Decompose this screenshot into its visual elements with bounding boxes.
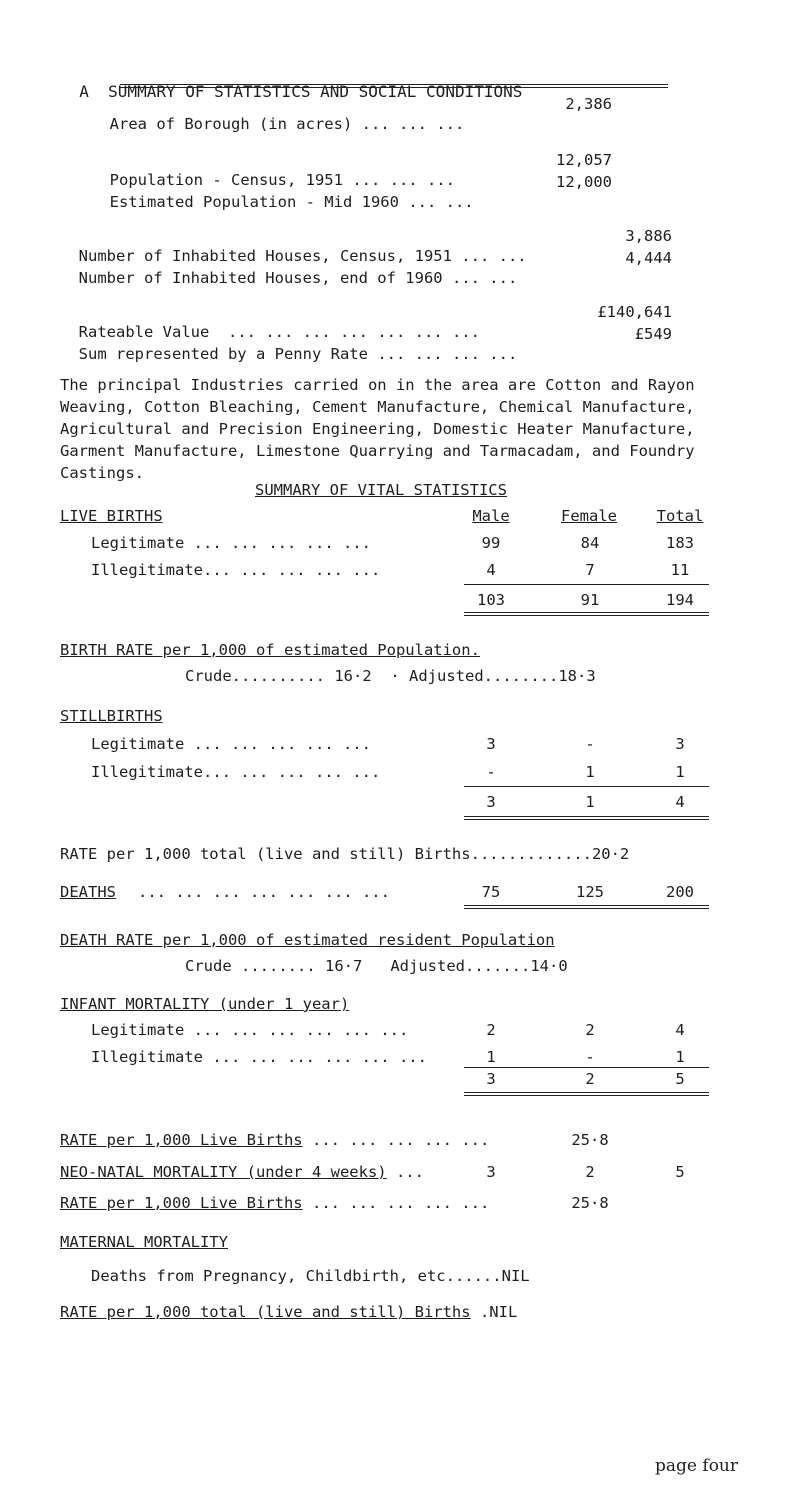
birth-adjusted-dots: ........: [483, 667, 559, 685]
neonatal-dots: ...: [395, 1163, 424, 1181]
still-legit-dots: ... ... ... ... ...: [193, 735, 371, 753]
infant-legit-dots: ... ... ... ... ... ...: [193, 1021, 409, 1039]
live-total-double-rule: [464, 612, 709, 616]
live-births-heading: LIVE BIRTHS: [60, 507, 163, 525]
industries-paragraph: The principal Industries carried on in the area are Cotton and Rayon Weaving, Cotton Bleaching, Cement Manufacture, Chemical Manufacture, Agricultural and Precision Engineering, Domestic Heater Manufacture, Garment Manufacture, Limestone Quarrying and Tarmacadam, and Foundry Castings.: [60, 376, 695, 482]
still-illegit-total: 1: [675, 763, 685, 781]
deaths-total: 200: [666, 883, 694, 901]
page-number: page four: [655, 1456, 738, 1476]
still-legit-row: [91, 734, 371, 754]
still-illegit-male: -: [486, 763, 496, 781]
still-total-total: 4: [675, 793, 685, 811]
maternal-deaths-value: NIL: [501, 1267, 530, 1285]
houses-end-dots: ... ...: [451, 269, 518, 287]
still-total-male: 3: [486, 793, 496, 811]
live-illegit-row: [91, 560, 380, 580]
houses-end-label: Number of Inhabited Houses, end of 1960: [78, 269, 443, 287]
live-illegit-male: 4: [486, 561, 496, 579]
rateable-label: Rateable Value: [78, 323, 210, 341]
birth-rate-crude: [185, 666, 596, 686]
houses-end-value: 4,444: [625, 249, 672, 267]
heading-underline: [120, 84, 668, 85]
infant-heading: INFANT MORTALITY (under 1 year): [60, 995, 350, 1013]
houses-census-value: 3,886: [625, 227, 672, 245]
maternal-deaths-dots: ......: [445, 1267, 502, 1285]
infant-rate-dots: ... ... ... ... ...: [311, 1131, 490, 1149]
penny-rate-value: £549: [634, 325, 672, 343]
rateable-dots: ... ... ... ... ... ... ...: [228, 323, 480, 341]
stillbirths-heading: STILLBIRTHS: [60, 707, 163, 725]
neonatal-rate-label: RATE per 1,000 Live Births: [60, 1194, 303, 1212]
deaths-male: 75: [481, 883, 501, 901]
death-rate-text: DEATH RATE per 1,000 of estimated resident Population: [60, 931, 555, 949]
birth-crude-dots: ..........: [231, 667, 325, 685]
infant-illegit-male: 1: [486, 1048, 496, 1066]
live-legit-dots: ... ... ... ... ...: [193, 534, 371, 552]
live-legit-female: 84: [580, 534, 600, 552]
birth-crude-value: 16·2: [334, 667, 372, 685]
houses-census-dots: ... ...: [461, 247, 527, 265]
neonatal-male: 3: [486, 1163, 496, 1181]
infant-illegit-label: Illegitimate: [91, 1048, 203, 1066]
col-male: Male: [472, 507, 510, 525]
birth-crude-label: Crude: [185, 667, 232, 685]
col-female: Female: [561, 507, 617, 525]
death-rate-label: [60, 930, 555, 950]
deaths-double-rule: [464, 905, 709, 909]
population-estimated-label: Estimated Population - Mid 1960: [109, 193, 399, 211]
infant-legit-row: [91, 1020, 408, 1040]
death-adjusted-label: Adjusted: [390, 957, 465, 975]
live-legit-label: Legitimate: [91, 534, 185, 552]
death-crude-value: 16·7: [325, 957, 363, 975]
neonatal-rate-value: 25·8: [571, 1194, 609, 1212]
infant-rate-value: 25·8: [571, 1131, 609, 1149]
infant-legit-male: 2: [486, 1021, 496, 1039]
still-total-female: 1: [585, 793, 595, 811]
area-label: Area of Borough (in acres): [109, 115, 353, 133]
neonatal-rate-row: [60, 1193, 489, 1213]
live-total-total: 194: [666, 591, 694, 609]
live-illegit-label: Illegitimate: [91, 561, 203, 579]
birth-rate-label: [60, 640, 480, 660]
death-adjusted-value: 14·0: [530, 957, 568, 975]
rate-births-value: 20·2: [591, 845, 630, 863]
penny-rate-row: [60, 324, 517, 364]
death-crude-dots: ........: [241, 957, 316, 975]
still-illegit-dots: ... ... ... ... ...: [202, 763, 381, 781]
vital-title: SUMMARY OF VITAL STATISTICS: [255, 481, 507, 499]
neonatal-row: [60, 1162, 424, 1182]
maternal-rate-row: [60, 1302, 517, 1322]
still-total-double-rule: [464, 816, 709, 820]
neonatal-label: NEO-NATAL MORTALITY (under 4 weeks): [60, 1163, 387, 1181]
infant-total-total: 5: [675, 1070, 685, 1088]
maternal-deaths-row: [91, 1266, 530, 1286]
live-legit-row: [91, 533, 371, 553]
maternal-rate-dots: .: [479, 1303, 490, 1321]
infant-illegit-female: -: [585, 1048, 595, 1066]
area-dots: ... ... ...: [361, 115, 465, 133]
rateable-value: £140,641: [597, 303, 672, 321]
still-illegit-female: 1: [585, 763, 595, 781]
population-estimated-dots: ... ...: [408, 193, 474, 211]
infant-illegit-row: [91, 1047, 427, 1067]
still-illegit-label: Illegitimate: [91, 763, 203, 781]
penny-rate-label: Sum represented by a Penny Rate: [78, 345, 368, 363]
deaths-female: 125: [576, 883, 604, 901]
infant-legit-female: 2: [585, 1021, 595, 1039]
neonatal-rate-dots: ... ... ... ... ...: [311, 1194, 490, 1212]
population-census-value: 12,057: [556, 151, 612, 169]
maternal-heading: MATERNAL MORTALITY: [60, 1233, 228, 1251]
live-legit-male: 99: [481, 534, 501, 552]
infant-rate-row: [60, 1130, 489, 1150]
infant-total-female: 2: [585, 1070, 595, 1088]
infant-illegit-dots: ... ... ... ... ... ...: [212, 1048, 427, 1066]
neonatal-female: 2: [585, 1163, 595, 1181]
death-rate-crude: [185, 956, 568, 976]
maternal-rate-value: NIL: [489, 1303, 518, 1321]
live-illegit-total: 11: [670, 561, 690, 579]
rate-births-row: [60, 844, 629, 864]
live-legit-total: 183: [666, 534, 694, 552]
infant-legit-label: Legitimate: [91, 1021, 185, 1039]
infant-rate-label: RATE per 1,000 Live Births: [60, 1131, 303, 1149]
birth-adjusted-value: 18·3: [558, 667, 596, 685]
birth-adjusted-label: · Adjusted: [390, 667, 484, 685]
population-census-dots: ... ... ...: [352, 171, 455, 189]
maternal-deaths-label: Deaths from Pregnancy, Childbirth, etc: [91, 1267, 446, 1285]
maternal-rate-label: RATE per 1,000 total (live and still) Births: [60, 1303, 471, 1321]
col-total: Total: [656, 507, 704, 525]
population-estimated-value: 12,000: [556, 173, 612, 191]
rate-births-label: RATE per 1,000 total (live and still) Births: [60, 845, 471, 863]
still-illegit-row: [91, 762, 380, 782]
still-legit-label: Legitimate: [91, 735, 185, 753]
live-total-rule: [464, 584, 709, 585]
death-crude-label: Crude: [185, 957, 232, 975]
rate-births-dots: .............: [470, 845, 592, 863]
infant-total-rule: [464, 1067, 709, 1068]
population-estimated-row: [91, 172, 474, 212]
deaths-dots: ... ... ... ... ... ... ...: [138, 883, 390, 901]
still-legit-male: 3: [486, 735, 496, 753]
houses-end-row: [60, 248, 517, 288]
still-legit-female: -: [585, 735, 595, 753]
death-adjusted-dots: .......: [465, 957, 531, 975]
area-value: 2,386: [565, 95, 612, 113]
live-illegit-dots: ... ... ... ... ...: [202, 561, 381, 579]
heading-text: A SUMMARY OF STATISTICS AND SOCIAL CONDITIONS: [79, 82, 523, 101]
infant-total-double-rule: [464, 1092, 709, 1096]
area-row: [91, 94, 464, 134]
population-census-label: Population - Census, 1951: [109, 171, 343, 189]
penny-rate-dots: ... ... ... ...: [377, 345, 518, 363]
live-illegit-female: 7: [585, 561, 595, 579]
still-legit-total: 3: [675, 735, 685, 753]
still-total-rule: [464, 786, 709, 787]
deaths-label: DEATHS: [60, 883, 116, 901]
live-total-female: 91: [580, 591, 600, 609]
birth-rate-text: BIRTH RATE per 1,000 of estimated Population.: [60, 641, 480, 659]
live-total-male: 103: [477, 591, 505, 609]
infant-legit-total: 4: [675, 1021, 685, 1039]
heading-underline-2: [120, 87, 668, 88]
neonatal-total: 5: [675, 1163, 685, 1181]
houses-census-label: Number of Inhabited Houses, Census, 1951: [78, 247, 452, 265]
infant-total-male: 3: [486, 1070, 496, 1088]
infant-illegit-total: 1: [675, 1048, 685, 1066]
